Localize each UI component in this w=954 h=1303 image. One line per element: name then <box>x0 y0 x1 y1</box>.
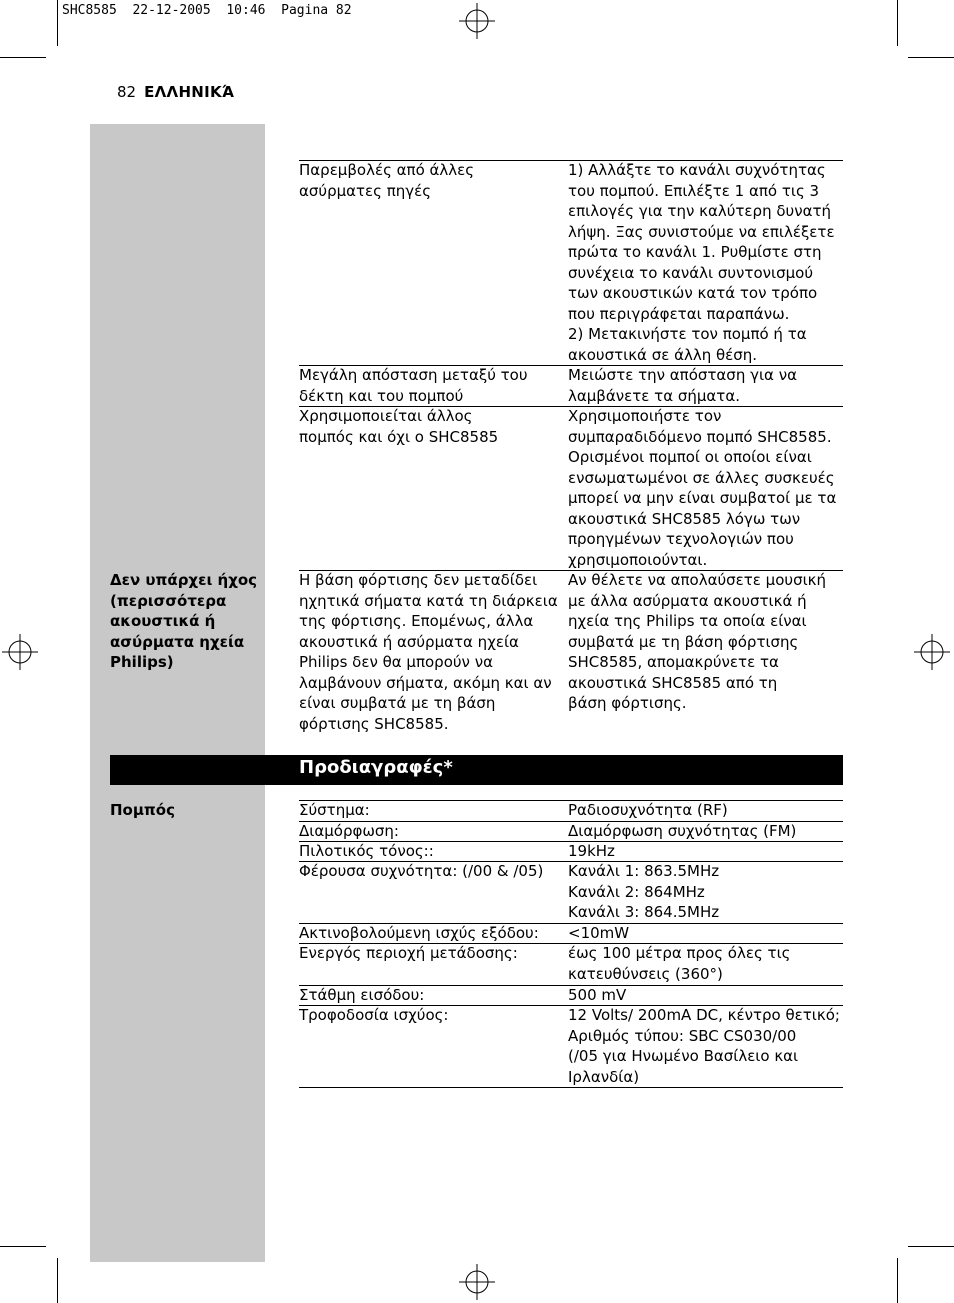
page-header <box>117 83 234 101</box>
spec-name: Διαμόρφωση: <box>299 822 399 840</box>
spec-name: Στάθμη εισόδου: <box>299 986 425 1004</box>
table-end-rule <box>299 1087 843 1088</box>
spec-value: 12 Volts/ 200mA DC, κέντρο θετικό; Αριθμός τύπου: SBC CS030/00 (/05 για Ηνωμένο Βασίλειο και Ιρλανδία) <box>568 1006 840 1086</box>
page-language: ΕΛΛΗΝΙΚΆ <box>144 83 235 101</box>
sidebar-panel <box>90 124 265 1262</box>
table-cell-solution: Μειώστε την απόσταση για να λαμβάνετε τα σήματα. <box>568 366 797 405</box>
crop-mark <box>897 0 898 46</box>
table-cell-cause: Παρεμβολές από άλλες ασύρματες πηγές <box>299 161 475 200</box>
spec-value: έως 100 μέτρα προς όλες τις κατευθύνσεις (360°) <box>568 944 791 983</box>
table-cell-solution: Χρησιμοποιήστε τον συμπαραδιδόμενο πομπό SHC8585. Ορισμένοι πομποί οι οποίοι είναι ενσωματωμένοι σε άλλες συσκευές μπορεί να μην είναι συμβατοί με τα ακουστικά SHC8585 λόγω των προηγμένων τεχνολογιών που χρησιμοποιούνται. <box>568 407 837 569</box>
crop-mark <box>57 0 58 46</box>
section-heading-band <box>110 755 843 785</box>
table-cell-cause: Χρησιμοποιείται άλλος πομπός και όχι ο SHC8585 <box>299 407 499 446</box>
table-cell-solution: 1) Αλλάξτε το κανάλι συχνότητας του πομπού. Επιλέξτε 1 από τις 3 επιλογές για την καλύτερη δυνατή λήψη. Ξας συνιστούμε να επιλέξετε πρώτα το κανάλι 1. Ρυθμίστε στη συνέχεια το κανάλι συντονισμού των ακουστικών κατά τον τρόπο που περιγράφεται παραπάνω. 2) Μετακινήστε τον πομπό ή τα ακουστικά σε άλλη θέση. <box>568 161 835 364</box>
registration-mark-icon <box>914 634 950 670</box>
crop-mark <box>897 1258 898 1303</box>
registration-mark-icon <box>459 3 495 39</box>
table-cell-solution: Αν θέλετε να απολαύσετε μουσική με άλλα ασύρματα ακουστικά ή ηχεία της Philips τα οποία είναι συμβατά με τη βάση φόρτισης SHC8585, απομακρύνετε τα ακουστικά SHC8585 από τη βάση φόρτισης. <box>568 571 827 712</box>
spec-value: 19kHz <box>568 842 615 860</box>
spec-name: Φέρουσα συχνότητα: (/00 & /05) <box>299 862 544 880</box>
spec-name: Τροφοδοσία ισχύος: <box>299 1006 449 1024</box>
spec-value: Κανάλι 1: 863.5MHz Κανάλι 2: 864MHz Κανάλι 3: 864.5MHz <box>568 862 720 921</box>
spec-value: Διαμόρφωση συχνότητας (FM) <box>568 822 797 840</box>
registration-mark-icon <box>459 1264 495 1300</box>
page-number: 82 <box>117 83 137 101</box>
spec-value: Ραδιοσυχνότητα (RF) <box>568 801 728 819</box>
table-cell-cause: Η βάση φόρτισης δεν μεταδίδει ηχητικά σήματα κατά τη διάρκεια της φόρτισης. Επομένως, άλλα ακουστικά ή ασύρματα ηχεία Philips δεν θα μπορούν να λαμβάνουν σήματα, ακόμη και αν είναι συμβατά με τη βάση φόρτισης SHC8585. <box>299 571 558 733</box>
crop-mark <box>0 1246 46 1247</box>
spec-name: Πιλοτικός τόνος:: <box>299 842 434 860</box>
crop-mark <box>57 1258 58 1303</box>
table-cell-cause: Μεγάλη απόσταση μεταξύ του δέκτη και του πομπού <box>299 366 528 405</box>
crop-mark <box>908 1246 954 1247</box>
print-slug: SHC8585 22-12-2005 10:46 Pagina 82 <box>62 3 352 18</box>
crop-mark <box>0 57 46 58</box>
spec-value: <10mW <box>568 924 630 942</box>
spec-name: Ακτινοβολούμενη ισχύς εξόδου: <box>299 924 539 942</box>
specs-section-label: Πομπός <box>110 801 175 819</box>
spec-name: Ενεργός περιοχή μετάδοσης: <box>299 944 518 962</box>
spec-value: 500 mV <box>568 986 627 1004</box>
crop-mark <box>908 57 954 58</box>
spec-name: Σύστημα: <box>299 801 370 819</box>
problem-label: Δεν υπάρχει ήχος (περισσότερα ακουστικά ή ασύρματα ηχεία Philips) <box>110 571 258 671</box>
specs-title: Προδιαγραφές* <box>299 757 453 778</box>
registration-mark-icon <box>2 634 38 670</box>
